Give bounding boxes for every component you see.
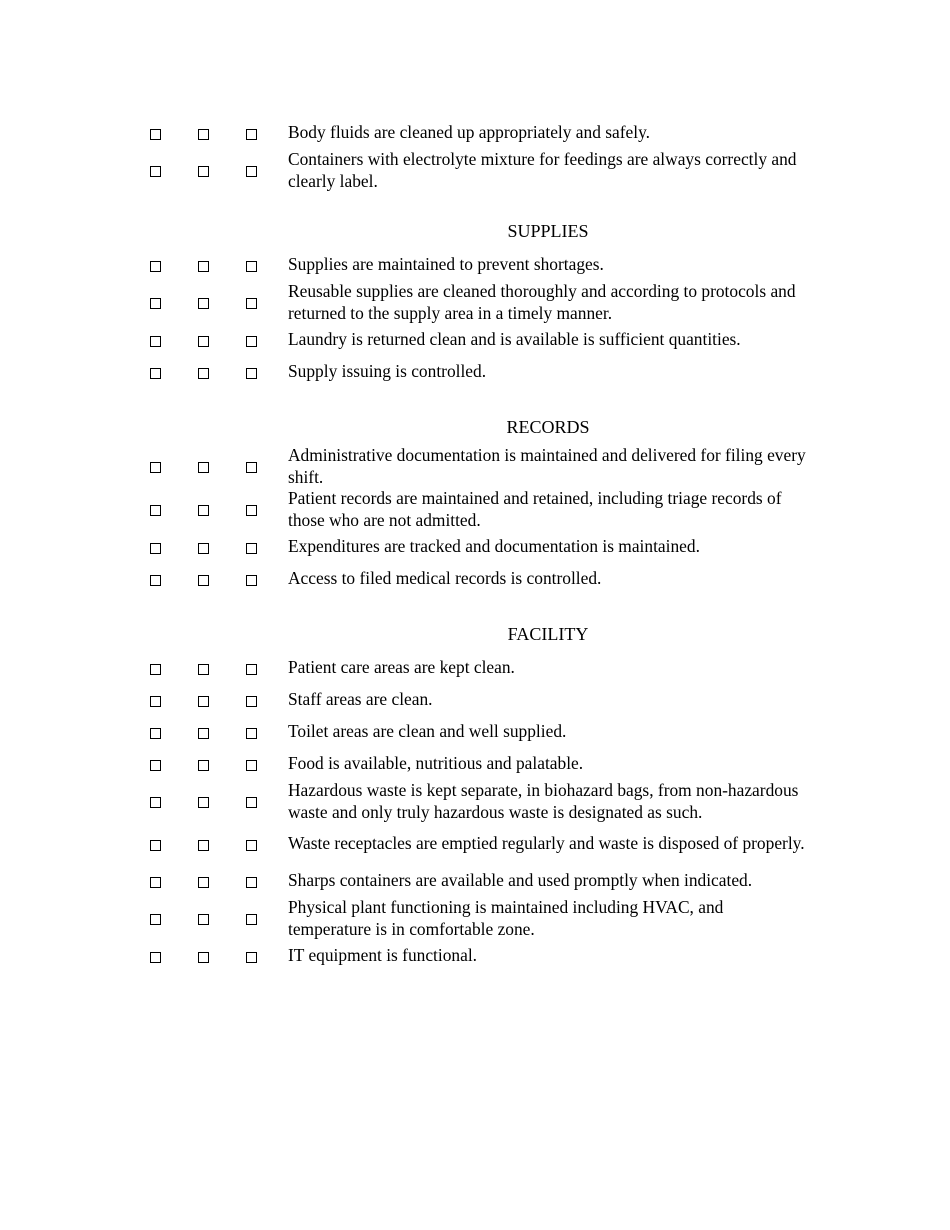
checkbox-column-1[interactable] bbox=[150, 166, 161, 177]
checkbox-column-3[interactable] bbox=[246, 298, 257, 309]
checkbox-column-1[interactable] bbox=[150, 462, 161, 473]
checkbox-column-1[interactable] bbox=[150, 261, 161, 272]
checkbox-column-3[interactable] bbox=[246, 505, 257, 516]
checklist-item-text: Containers with electrolyte mixture for feedings are always correctly and clearly label. bbox=[288, 149, 797, 191]
checkbox-group bbox=[0, 259, 288, 272]
checkbox-column-1[interactable] bbox=[150, 505, 161, 516]
checkbox-column-2[interactable] bbox=[198, 298, 209, 309]
checkbox-column-2[interactable] bbox=[198, 840, 209, 851]
checkbox-column-1[interactable] bbox=[150, 575, 161, 586]
checkbox-column-1[interactable] bbox=[150, 298, 161, 309]
checklist-item bbox=[0, 897, 950, 940]
checkbox-column-2[interactable] bbox=[198, 505, 209, 516]
checkbox-column-1[interactable] bbox=[150, 664, 161, 675]
checklist-item bbox=[0, 563, 950, 595]
section-heading: RECORDS bbox=[506, 417, 590, 437]
checkbox-column-2[interactable] bbox=[198, 914, 209, 925]
checkbox-group bbox=[0, 541, 288, 554]
checklist-item bbox=[0, 716, 950, 748]
checkbox-group bbox=[0, 726, 288, 739]
checklist-section bbox=[0, 117, 950, 192]
checkbox-column-1[interactable] bbox=[150, 797, 161, 808]
checklist-section bbox=[0, 220, 950, 388]
checklist-item-text: Reusable supplies are cleaned thoroughly and according to protocols and returned to the supply area in a timely manner. bbox=[288, 281, 796, 323]
checkbox-column-1[interactable] bbox=[150, 129, 161, 140]
checkbox-column-3[interactable] bbox=[246, 575, 257, 586]
checkbox-column-2[interactable] bbox=[198, 696, 209, 707]
checkbox-group bbox=[0, 334, 288, 347]
checklist-section bbox=[0, 416, 950, 595]
checklist-item bbox=[0, 531, 950, 563]
checkbox-column-2[interactable] bbox=[198, 664, 209, 675]
checklist-item bbox=[0, 445, 950, 488]
checkbox-column-3[interactable] bbox=[246, 728, 257, 739]
checklist-item-text: Supplies are maintained to prevent shortages. bbox=[288, 254, 604, 275]
checkbox-column-3[interactable] bbox=[246, 129, 257, 140]
checkbox-column-2[interactable] bbox=[198, 543, 209, 554]
checklist-item-text: Laundry is returned clean and is available is sufficient quantities. bbox=[288, 329, 741, 350]
checklist-item-text: Sharps containers are available and used promptly when indicated. bbox=[288, 870, 753, 891]
checkbox-column-2[interactable] bbox=[198, 728, 209, 739]
checkbox-column-2[interactable] bbox=[198, 462, 209, 473]
section-heading: SUPPLIES bbox=[507, 221, 589, 241]
checklist-item bbox=[0, 324, 950, 356]
checkbox-column-2[interactable] bbox=[198, 261, 209, 272]
checklist-item bbox=[0, 356, 950, 388]
checkbox-group bbox=[0, 460, 288, 473]
checklist-item bbox=[0, 149, 950, 192]
checklist-item-text: Patient records are maintained and retained, including triage records of those who are not admitted. bbox=[288, 488, 782, 530]
checkbox-column-1[interactable] bbox=[150, 840, 161, 851]
checklist-item-text: Staff areas are clean. bbox=[288, 689, 433, 710]
checkbox-column-1[interactable] bbox=[150, 952, 161, 963]
checklist-item bbox=[0, 281, 950, 324]
checkbox-group bbox=[0, 296, 288, 309]
checklist-item bbox=[0, 652, 950, 684]
checklist-item-text: Patient care areas are kept clean. bbox=[288, 657, 515, 678]
checkbox-group bbox=[0, 503, 288, 516]
checklist-item-text: Physical plant functioning is maintained including HVAC, and temperature is in comfortable zone. bbox=[288, 897, 724, 939]
checkbox-column-2[interactable] bbox=[198, 129, 209, 140]
checkbox-column-3[interactable] bbox=[246, 664, 257, 675]
checklist-item-text: Access to filed medical records is controlled. bbox=[288, 568, 602, 589]
checkbox-group bbox=[0, 838, 288, 851]
checklist-item-text: Supply issuing is controlled. bbox=[288, 361, 487, 382]
checklist-item bbox=[0, 748, 950, 780]
checkbox-group bbox=[0, 662, 288, 675]
section-heading: FACILITY bbox=[507, 624, 589, 644]
checklist-item-text: Administrative documentation is maintained and delivered for filing every shift. bbox=[288, 445, 806, 487]
checklist-item bbox=[0, 823, 950, 865]
checklist-item bbox=[0, 488, 950, 531]
checkbox-group bbox=[0, 573, 288, 586]
checkbox-column-3[interactable] bbox=[246, 877, 257, 888]
checkbox-column-3[interactable] bbox=[246, 797, 257, 808]
checkbox-column-2[interactable] bbox=[198, 797, 209, 808]
checkbox-group bbox=[0, 366, 288, 379]
checkbox-column-2[interactable] bbox=[198, 368, 209, 379]
checkbox-column-3[interactable] bbox=[246, 261, 257, 272]
checkbox-column-1[interactable] bbox=[150, 336, 161, 347]
checkbox-group bbox=[0, 164, 288, 177]
checklist-item-text: Body fluids are cleaned up appropriately and safely. bbox=[288, 122, 651, 143]
checkbox-column-3[interactable] bbox=[246, 914, 257, 925]
checklist-item bbox=[0, 117, 950, 149]
checkbox-column-1[interactable] bbox=[150, 543, 161, 554]
checkbox-column-3[interactable] bbox=[246, 840, 257, 851]
checkbox-group bbox=[0, 912, 288, 925]
checkbox-column-3[interactable] bbox=[246, 952, 257, 963]
checkbox-column-2[interactable] bbox=[198, 336, 209, 347]
checkbox-column-3[interactable] bbox=[246, 166, 257, 177]
checklist-item bbox=[0, 865, 950, 897]
checkbox-column-1[interactable] bbox=[150, 914, 161, 925]
checkbox-column-3[interactable] bbox=[246, 696, 257, 707]
checkbox-group bbox=[0, 127, 288, 140]
checkbox-group bbox=[0, 758, 288, 771]
checklist-item-text: Toilet areas are clean and well supplied. bbox=[288, 721, 567, 742]
checkbox-column-1[interactable] bbox=[150, 368, 161, 379]
checkbox-group bbox=[0, 795, 288, 808]
checklist-item-text: Waste receptacles are emptied regularly and waste is disposed of properly. bbox=[288, 833, 805, 854]
checklist-item bbox=[0, 780, 950, 823]
checklist-item-text: IT equipment is functional. bbox=[288, 945, 478, 966]
checkbox-column-3[interactable] bbox=[246, 543, 257, 554]
checkbox-group bbox=[0, 875, 288, 888]
checklist-item bbox=[0, 684, 950, 716]
checklist-item-text: Food is available, nutritious and palatable. bbox=[288, 753, 584, 774]
checklist-item bbox=[0, 249, 950, 281]
checklist-section bbox=[0, 623, 950, 972]
checkbox-column-2[interactable] bbox=[198, 166, 209, 177]
checkbox-column-3[interactable] bbox=[246, 760, 257, 771]
checklist-item-text: Expenditures are tracked and documentation is maintained. bbox=[288, 536, 700, 557]
checkbox-column-3[interactable] bbox=[246, 368, 257, 379]
checkbox-group bbox=[0, 950, 288, 963]
checkbox-column-2[interactable] bbox=[198, 575, 209, 586]
checkbox-column-2[interactable] bbox=[198, 760, 209, 771]
checkbox-column-1[interactable] bbox=[150, 728, 161, 739]
checkbox-group bbox=[0, 694, 288, 707]
checkbox-column-2[interactable] bbox=[198, 952, 209, 963]
checkbox-column-1[interactable] bbox=[150, 760, 161, 771]
checkbox-column-3[interactable] bbox=[246, 336, 257, 347]
checklist-item-text: Hazardous waste is kept separate, in biohazard bags, from non-hazardous waste and only truly hazardous waste is designated as such. bbox=[288, 780, 799, 822]
checkbox-column-1[interactable] bbox=[150, 877, 161, 888]
checkbox-column-1[interactable] bbox=[150, 696, 161, 707]
checkbox-column-3[interactable] bbox=[246, 462, 257, 473]
checkbox-column-2[interactable] bbox=[198, 877, 209, 888]
checklist-item bbox=[0, 940, 950, 972]
